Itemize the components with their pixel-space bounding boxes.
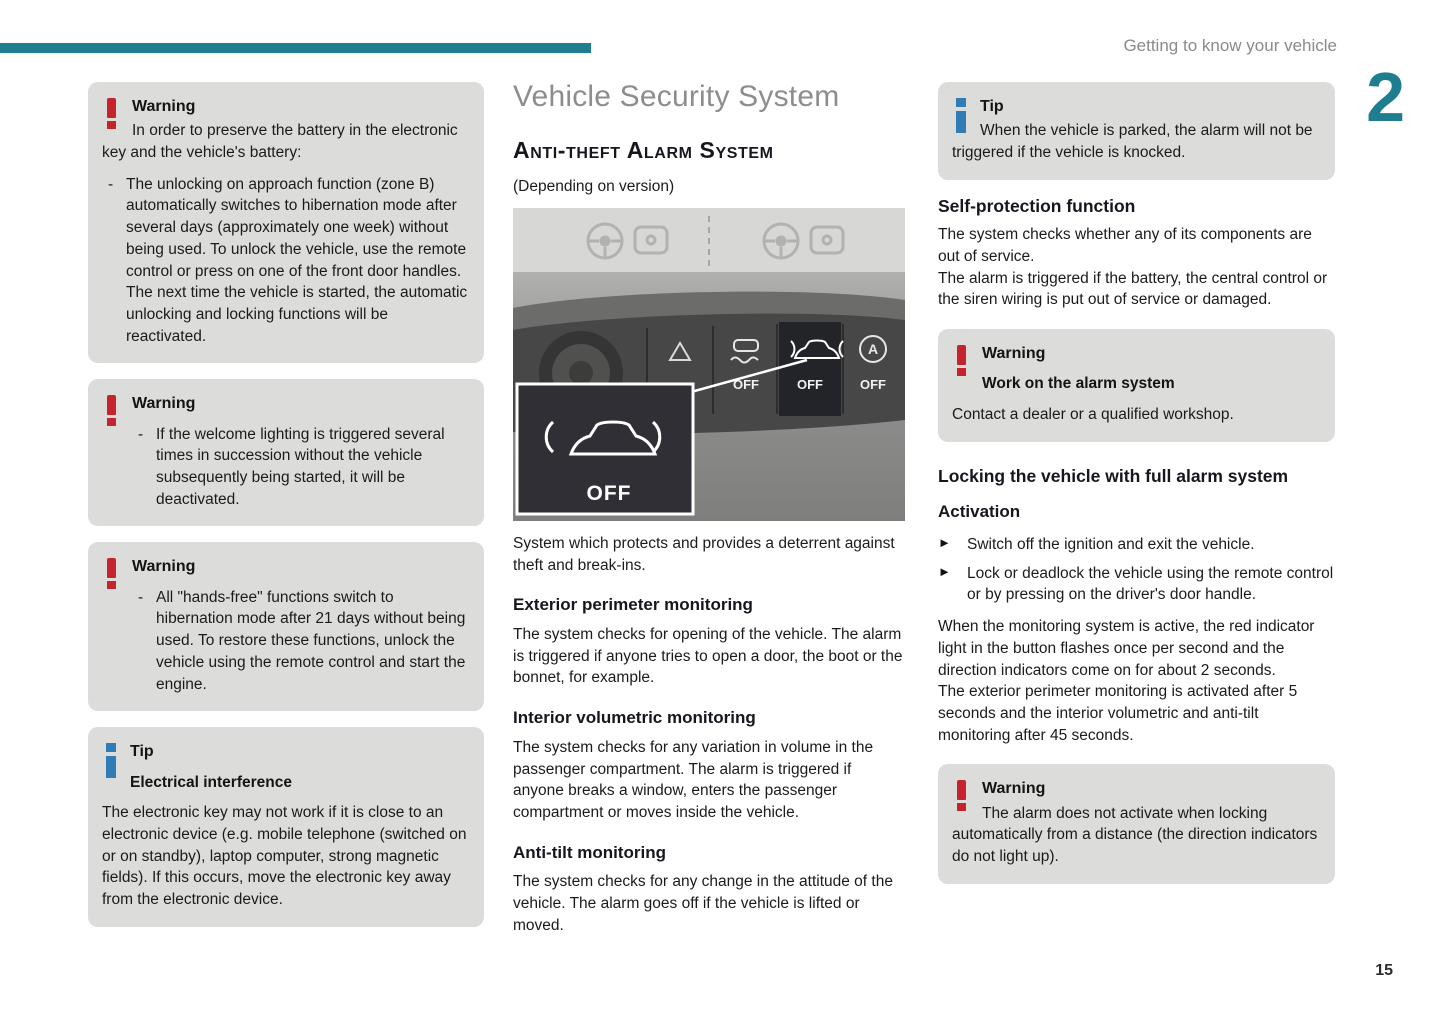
step-text: Switch off the ignition and exit the vehicle. [967,536,1255,554]
dash-bullet: - [138,588,144,606]
off-label: OFF [586,481,632,505]
left-column [88,82,484,943]
exterior-monitoring-text: The system checks for opening of the vehicle. The alarm is triggered if anyone tries to open a door, the boot or the bonnet, for example. [513,626,903,687]
warning-body: The alarm does not activate when locking automatically from a distance (the direction indicators do not light up). [952,804,1318,866]
info-icon [954,98,968,133]
tip-subtitle: Electrical interference [130,773,292,791]
dash-bullet: - [138,425,144,443]
warning-subtitle: Work on the alarm system [982,375,1175,393]
warning-icon [104,98,120,129]
alarm-off-button-inset [517,384,693,514]
dash-bullet: - [108,175,114,193]
tip-box-electrical-interference [88,727,484,927]
activation-step [938,534,1335,556]
warning-icon [954,780,970,811]
tip-title: Tip [130,743,154,761]
page-title: Vehicle Security System [513,80,840,113]
off-label: OFF [860,376,886,392]
interior-monitoring-text: The system checks for any variation in volume in the passenger compartment. The alarm is triggered if anyone breaks a window, enters the passenger compartment or moves inside the vehicle. [513,738,874,821]
activation-step [938,563,1335,606]
page-number: 15 [1375,962,1393,979]
warning-title: Warning [982,780,1046,798]
warning-title: Warning [982,345,1046,363]
warning-box-hands-free [88,542,484,711]
bullet-text: If the welcome lighting is triggered several times in succession without the vehicle subsequently being started, it will be deactivated. [156,425,445,508]
warning-box-remote-locking [938,764,1335,883]
self-protection-text-2: The alarm is triggered if the battery, the central control or the siren wiring is put out of service or damaged. [938,269,1328,309]
warning-title: Warning [132,395,196,413]
heading-interior-monitoring: Interior volumetric monitoring [513,708,756,728]
locking-text-1: When the monitoring system is active, the red indicator light in the button flashes once per second and the direction indicators come on for about 2 seconds. [938,618,1315,679]
warning-intro: In order to preserve the battery in the electronic key and the vehicle's battery: [102,122,458,162]
right-column [938,82,1335,900]
warning-icon [954,345,970,376]
warning-body: Contact a dealer or a qualified workshop. [952,406,1234,424]
self-protection-text-1: The system checks whether any of its components are out of service. [938,226,1312,265]
tip-box-parked [938,82,1335,180]
info-icon [104,743,118,778]
arrow-bullet-icon: ► [938,535,951,551]
section-title: Anti-theft Alarm System [513,137,774,163]
warning-bullet [102,174,468,348]
a-label: A [867,340,879,357]
intro-paragraph: System which protects and provides a deterrent against theft and break-ins. [513,534,895,574]
heading-self-protection: Self-protection function [938,195,1136,216]
heading-activation: Activation [938,502,1021,522]
warning-box-alarm-work [938,329,1335,442]
warning-title: Warning [132,98,196,115]
locking-text-2: The exterior perimeter monitoring is activated after 5 seconds and the interior volumetric and anti-tilt monitoring after 45 seconds. [938,683,1298,744]
dashboard-buttons-figure [513,208,905,521]
tip-body: When the vehicle is parked, the alarm will not be triggered if the vehicle is knocked. [952,122,1313,162]
page-header: Getting to know your vehicle [1123,36,1337,55]
heading-exterior-monitoring: Exterior perimeter monitoring [513,595,753,615]
step-text: Lock or deadlock the vehicle using the remote control or by pressing on the driver's door handle. [967,564,1334,604]
bullet-text: All "hands-free" functions switch to hibernation mode after 21 days without being used. To restore these functions, unlock the vehicle using the remote control and start the engine. [156,588,466,693]
dashboard-figure-svg [513,208,905,521]
version-note: (Depending on version) [513,178,675,196]
anti-tilt-monitoring-text: The system checks for any change in the attitude of the vehicle. The alarm goes off if the vehicle is lifted or moved. [513,873,893,934]
warning-bullet [132,587,468,695]
warning-bullet [132,424,468,511]
alarm-off-button [779,322,841,416]
warning-title: Warning [132,558,196,576]
tip-title: Tip [980,98,1004,115]
warning-icon [104,395,120,426]
middle-column [513,76,905,937]
off-label: OFF [797,376,823,392]
warning-box-battery [88,82,484,363]
tip-body: The electronic key may not work if it is close to an electronic device (e.g. mobile telephone (switched on or on standby), laptop computer, strong magnetic fields). If this occurs, move the electronic key away from the electronic device. [102,804,467,909]
chapter-number: 2 [1366,58,1405,136]
heading-anti-tilt-monitoring: Anti-tilt monitoring [513,842,666,862]
arrow-bullet-icon: ► [938,563,951,579]
off-label: OFF [733,376,759,392]
accent-bar [0,43,591,53]
bullet-text: The unlocking on approach function (zone B) automatically switches to hibernation mode after several days (approximately one week) without being used. To unlock the vehicle, use the remote control or press on one of the front door handles. The next time the vehicle is started, the automatic unlocking and locking functions will be reactivated. [126,175,468,345]
warning-icon [104,558,120,589]
warning-box-welcome-lighting [88,379,484,526]
heading-locking-full-alarm: Locking the vehicle with full alarm system [938,465,1289,486]
